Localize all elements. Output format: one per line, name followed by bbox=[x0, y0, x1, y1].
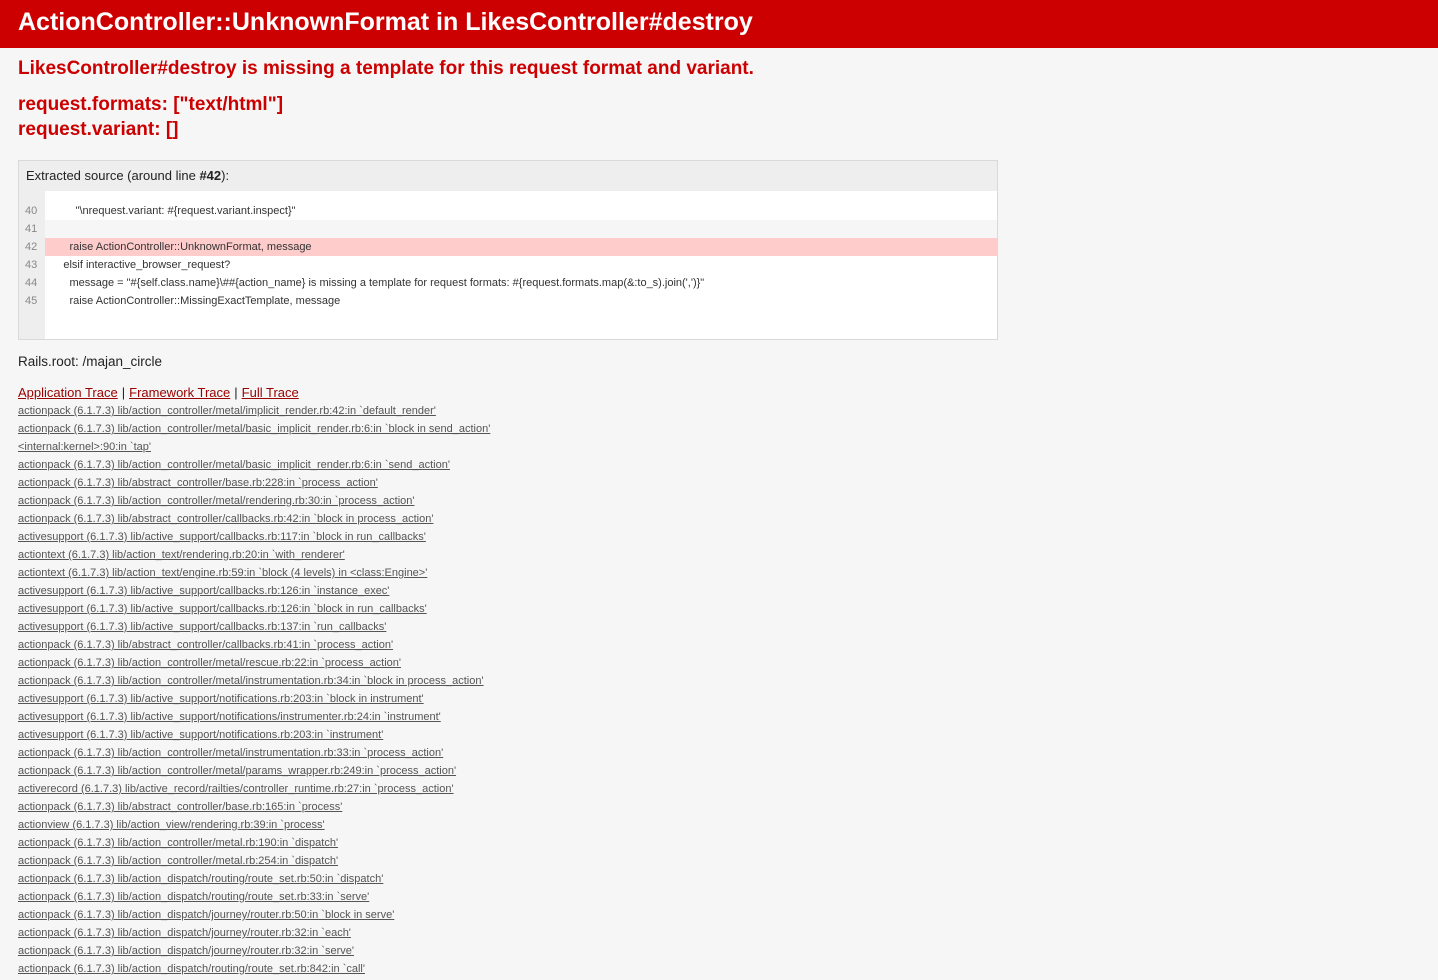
trace-item bbox=[18, 852, 1420, 870]
line-number: 43 bbox=[25, 259, 38, 271]
trace-link[interactable]: activesupport (6.1.7.3) lib/active_support/notifications/instrumenter.rb:24:in `instrument' bbox=[18, 711, 441, 723]
trace-link[interactable]: activesupport (6.1.7.3) lib/active_support/callbacks.rb:126:in `block in run_callbacks' bbox=[18, 603, 427, 615]
source-line-number: #42 bbox=[199, 168, 222, 183]
trace-link[interactable]: actionpack (6.1.7.3) lib/abstract_controller/base.rb:165:in `process' bbox=[18, 801, 343, 813]
trace-link[interactable]: activesupport (6.1.7.3) lib/active_support/callbacks.rb:117:in `block in run_callbacks' bbox=[18, 531, 426, 543]
trace-item bbox=[18, 654, 1420, 672]
page-title: ActionController::UnknownFormat in LikesController#destroy bbox=[18, 8, 753, 36]
trace-link[interactable]: actionpack (6.1.7.3) lib/abstract_controller/callbacks.rb:41:in `process_action' bbox=[18, 639, 394, 651]
trace-link[interactable]: actionpack (6.1.7.3) lib/action_controller/metal/basic_implicit_render.rb:6:in `block in send_action' bbox=[18, 423, 491, 435]
trace-link[interactable]: actionpack (6.1.7.3) lib/abstract_controller/base.rb:228:in `process_action' bbox=[18, 477, 378, 489]
framework-trace-link[interactable]: Framework Trace bbox=[129, 385, 231, 400]
trace-link[interactable]: actionpack (6.1.7.3) lib/action_controller/metal/params_wrapper.rb:249:in `process_action' bbox=[18, 765, 457, 777]
code-line: "\nrequest.variant: #{request.variant.inspect}" bbox=[45, 205, 296, 217]
code-line: message = "#{self.class.name}\##{action_name} is missing a template for request formats: #{request.formats.map(&:to_s).join(',')}" bbox=[45, 277, 705, 289]
line-number-gutter bbox=[19, 191, 45, 339]
error-content bbox=[0, 58, 1438, 978]
rails-root: Rails.root: /majan_circle bbox=[18, 354, 163, 369]
trace-item bbox=[18, 816, 1420, 834]
trace-item bbox=[18, 546, 1420, 564]
trace-item bbox=[18, 510, 1420, 528]
trace-item bbox=[18, 726, 1420, 744]
trace-item bbox=[18, 402, 1420, 420]
trace-link[interactable]: actionpack (6.1.7.3) lib/action_controller/metal.rb:190:in `dispatch' bbox=[18, 837, 339, 849]
trace-link[interactable]: actionpack (6.1.7.3) lib/action_dispatch/routing/route_set.rb:50:in `dispatch' bbox=[18, 873, 384, 885]
trace-link[interactable]: actionpack (6.1.7.3) lib/action_controller/metal/basic_implicit_render.rb:6:in `send_action' bbox=[18, 459, 450, 471]
trace-item bbox=[18, 780, 1420, 798]
trace-link[interactable]: activesupport (6.1.7.3) lib/active_support/notifications.rb:203:in `instrument' bbox=[18, 729, 384, 741]
trace-link[interactable]: actionpack (6.1.7.3) lib/action_controller/metal.rb:254:in `dispatch' bbox=[18, 855, 339, 867]
trace-item bbox=[18, 618, 1420, 636]
trace-link[interactable]: actionpack (6.1.7.3) lib/abstract_controller/callbacks.rb:42:in `block in process_action' bbox=[18, 513, 434, 525]
line-number: 41 bbox=[25, 223, 38, 235]
trace-link[interactable]: activerecord (6.1.7.3) lib/active_record/railties/controller_runtime.rb:27:in `process_action' bbox=[18, 783, 454, 795]
request-formats: request.formats: ["text/html"] bbox=[18, 94, 284, 115]
trace-item bbox=[18, 834, 1420, 852]
trace-separator: | bbox=[121, 385, 126, 400]
trace-item bbox=[18, 942, 1420, 960]
trace-item bbox=[18, 474, 1420, 492]
trace-item bbox=[18, 564, 1420, 582]
trace-link[interactable]: actionpack (6.1.7.3) lib/action_controller/metal/rescue.rb:22:in `process_action' bbox=[18, 657, 402, 669]
trace-link[interactable]: actionpack (6.1.7.3) lib/action_controller/metal/rendering.rb:30:in `process_action' bbox=[18, 495, 415, 507]
full-trace-link[interactable]: Full Trace bbox=[241, 385, 299, 400]
trace-link[interactable]: actionpack (6.1.7.3) lib/action_dispatch/routing/route_set.rb:33:in `serve' bbox=[18, 891, 370, 903]
source-code bbox=[45, 191, 997, 339]
trace-link[interactable]: actionpack (6.1.7.3) lib/action_dispatch/journey/router.rb:32:in `each' bbox=[18, 927, 351, 939]
trace-link[interactable]: actionpack (6.1.7.3) lib/action_dispatch/journey/router.rb:50:in `block in serve' bbox=[18, 909, 395, 921]
trace-item bbox=[18, 906, 1420, 924]
trace-link[interactable]: actiontext (6.1.7.3) lib/action_text/rendering.rb:20:in `with_renderer' bbox=[18, 549, 345, 561]
line-number: 42 bbox=[25, 241, 38, 253]
trace-link[interactable]: actionpack (6.1.7.3) lib/action_controller/metal/instrumentation.rb:34:in `block in process_action' bbox=[18, 675, 484, 687]
trace-link[interactable]: actionpack (6.1.7.3) lib/action_controller/metal/implicit_render.rb:42:in `default_render' bbox=[18, 405, 436, 417]
trace-item bbox=[18, 888, 1420, 906]
code-line: elsif interactive_browser_request? bbox=[45, 259, 231, 271]
trace-link[interactable]: actiontext (6.1.7.3) lib/action_text/engine.rb:59:in `block (4 levels) in <class:Engine>' bbox=[18, 567, 428, 579]
trace-item bbox=[18, 456, 1420, 474]
trace-item bbox=[18, 600, 1420, 618]
error-subtitle: LikesController#destroy is missing a template for this request format and variant. bbox=[18, 58, 754, 79]
trace-item bbox=[18, 744, 1420, 762]
highlighted-code-line: raise ActionController::UnknownFormat, message bbox=[45, 238, 997, 256]
trace-separator: | bbox=[234, 385, 238, 400]
trace-item bbox=[18, 636, 1420, 654]
trace-item bbox=[18, 582, 1420, 600]
trace-item bbox=[18, 690, 1420, 708]
source-body bbox=[19, 191, 997, 339]
trace-item bbox=[18, 492, 1420, 510]
trace-link[interactable]: actionview (6.1.7.3) lib/action_view/rendering.rb:39:in `process' bbox=[18, 819, 325, 831]
trace-list bbox=[18, 402, 1420, 978]
trace-link[interactable]: actionpack (6.1.7.3) lib/action_controller/metal/instrumentation.rb:33:in `process_action' bbox=[18, 747, 444, 759]
trace-link[interactable]: activesupport (6.1.7.3) lib/active_support/notifications.rb:203:in `block in instrument' bbox=[18, 693, 424, 705]
request-variant: request.variant: [] bbox=[18, 119, 179, 140]
trace-link[interactable]: <internal:kernel>:90:in `tap' bbox=[18, 441, 151, 453]
trace-item bbox=[18, 960, 1420, 978]
application-trace-link[interactable]: Application Trace bbox=[18, 385, 118, 400]
extracted-source-panel bbox=[18, 160, 998, 340]
trace-item bbox=[18, 438, 1420, 456]
trace-item bbox=[18, 672, 1420, 690]
code-line bbox=[45, 220, 997, 238]
code-line: raise ActionController::MissingExactTemplate, message bbox=[45, 295, 341, 307]
trace-item bbox=[18, 762, 1420, 780]
trace-link[interactable]: activesupport (6.1.7.3) lib/active_support/callbacks.rb:126:in `instance_exec' bbox=[18, 585, 390, 597]
line-number: 44 bbox=[25, 277, 38, 289]
extracted-source-header: Extracted source (around line #42): bbox=[26, 168, 230, 183]
trace-link[interactable]: actionpack (6.1.7.3) lib/action_dispatch/journey/router.rb:32:in `serve' bbox=[18, 945, 354, 957]
trace-item bbox=[18, 528, 1420, 546]
trace-tabs bbox=[18, 384, 1420, 402]
trace-item bbox=[18, 870, 1420, 888]
line-number: 45 bbox=[25, 295, 38, 307]
trace-item bbox=[18, 798, 1420, 816]
error-header bbox=[0, 0, 1438, 48]
trace-link[interactable]: activesupport (6.1.7.3) lib/active_support/callbacks.rb:137:in `run_callbacks' bbox=[18, 621, 387, 633]
trace-link[interactable]: actionpack (6.1.7.3) lib/action_dispatch/routing/route_set.rb:842:in `call' bbox=[18, 963, 365, 975]
trace-item bbox=[18, 924, 1420, 942]
request-info bbox=[18, 92, 1420, 142]
trace-item bbox=[18, 420, 1420, 438]
line-number: 40 bbox=[25, 205, 38, 217]
trace-item bbox=[18, 708, 1420, 726]
